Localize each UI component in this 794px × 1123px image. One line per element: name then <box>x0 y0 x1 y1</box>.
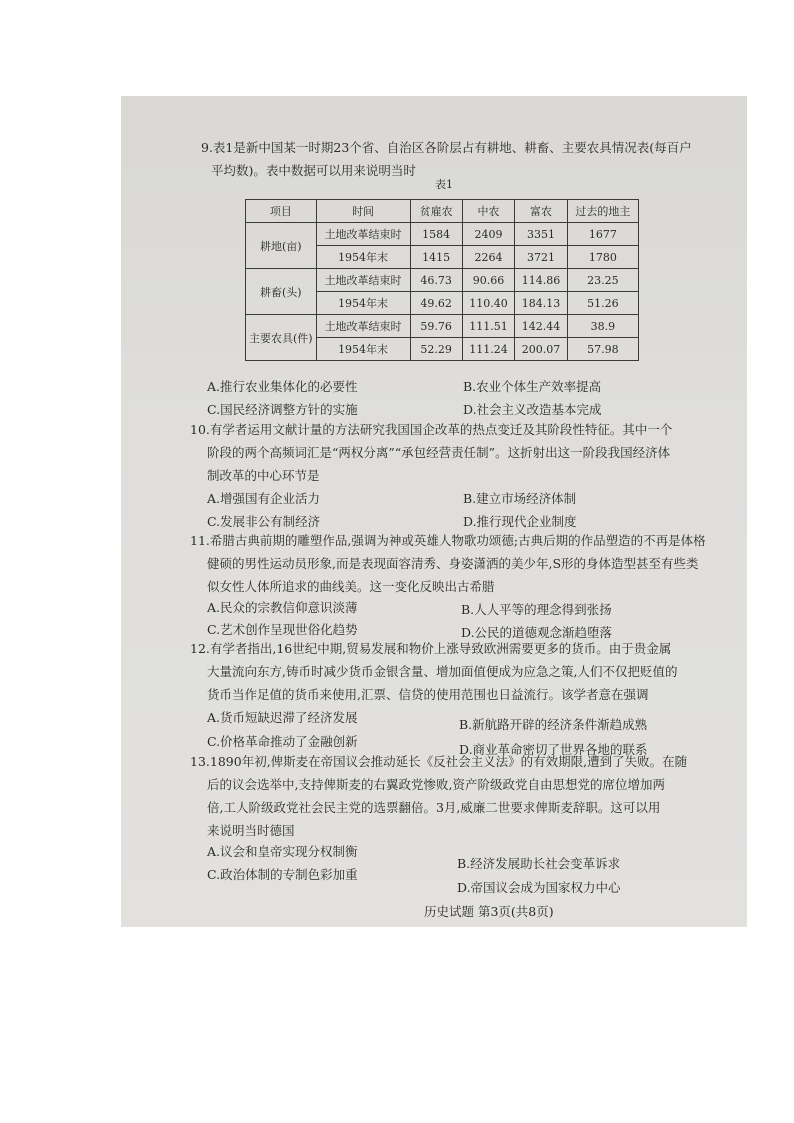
time-cell: 1954年末 <box>316 292 410 315</box>
question-line: 10.有学者运用文献计量的方法研究我国国企改革的热点变迁及其阶段性特征。其中一个 <box>190 422 673 437</box>
table-header-row <box>246 200 639 223</box>
value-cell: 1780 <box>567 246 638 269</box>
option-b: B.经济发展助长社会变革诉求 <box>457 856 621 871</box>
value-cell: 114.86 <box>515 269 568 292</box>
header-cell: 过去的地主 <box>567 200 638 223</box>
question-line: 后的议会选举中,支持俾斯麦的右翼政党惨败,资产阶级政党自由思想党的席位增加两 <box>207 777 665 792</box>
question-13-stem <box>190 750 687 842</box>
time-cell: 土地改革结束时 <box>316 315 410 338</box>
option-a: A.推行农业集体化的必要性 <box>207 379 358 394</box>
table-row <box>246 269 639 292</box>
data-table <box>245 199 639 361</box>
value-cell: 3721 <box>515 246 568 269</box>
time-cell: 土地改革结束时 <box>316 269 410 292</box>
value-cell: 38.9 <box>567 315 638 338</box>
option-d: D.商业革命密切了世界各地的联系 <box>459 742 648 757</box>
value-cell: 1415 <box>410 246 462 269</box>
option-a: A.议会和皇帝实现分权制衡 <box>207 844 358 859</box>
value-cell: 52.29 <box>410 338 462 361</box>
question-line: 12.有学者指出,16世纪中期,贸易发展和物价上涨导致欧洲需要更多的货币。由于贵金属 <box>190 641 672 656</box>
question-line: 倍,工人阶级政党社会民主党的选票翻倍。3月,威廉二世要求俾斯麦辞职。这可以用 <box>207 800 661 815</box>
time-cell: 土地改革结束时 <box>316 223 410 246</box>
option-a: A.增强国有企业活力 <box>207 491 321 506</box>
table-row <box>246 315 639 338</box>
question-line: 平均数)。表中数据可以用来说明当时 <box>211 163 416 178</box>
value-cell: 46.73 <box>410 269 462 292</box>
option-b: B.人人平等的理念得到张扬 <box>461 602 612 617</box>
header-cell: 富农 <box>515 200 568 223</box>
option-c: C.价格革命推动了金融创新 <box>207 734 358 749</box>
value-cell: 90.66 <box>462 269 515 292</box>
option-c: C.政治体制的专制色彩加重 <box>207 867 358 882</box>
option-b: B.农业个体生产效率提高 <box>463 379 602 394</box>
question-11-stem <box>190 529 706 598</box>
value-cell: 142.44 <box>515 315 568 338</box>
value-cell: 110.40 <box>462 292 515 315</box>
item-cell: 耕地(亩) <box>246 223 317 269</box>
question-line: 货币当作足值的货币来使用,汇票、信贷的使用范围也日益流行。该学者意在强调 <box>207 687 649 702</box>
question-line: 阶段的两个高频词汇是“两权分离”“承包经营责任制”。这折射出这一阶段我国经济体 <box>207 445 671 460</box>
time-cell: 1954年末 <box>316 338 410 361</box>
value-cell: 1584 <box>410 223 462 246</box>
option-d: D.推行现代企业制度 <box>463 514 577 529</box>
option-a: A.民众的宗教信仰意识淡薄 <box>207 600 358 615</box>
value-cell: 3351 <box>515 223 568 246</box>
value-cell: 57.98 <box>567 338 638 361</box>
value-cell: 111.51 <box>462 315 515 338</box>
question-12-stem <box>190 637 677 706</box>
scanned-page-photo <box>121 96 747 927</box>
value-cell: 51.26 <box>567 292 638 315</box>
value-cell: 184.13 <box>515 292 568 315</box>
question-line: 健硕的男性运动员形象,而是表现面容清秀、身姿潇洒的美少年,S形的身体造型甚至有些类 <box>207 556 699 571</box>
item-cell: 主要农具(件) <box>246 315 317 361</box>
header-cell: 贫雇农 <box>410 200 462 223</box>
value-cell: 23.25 <box>567 269 638 292</box>
item-cell: 耕畜(头) <box>246 269 317 315</box>
page-footer: 历史试题 第3页(共8页) <box>424 904 554 919</box>
question-line: 9.表1是新中国某一时期23个省、自治区各阶层占有耕地、耕畜、主要农具情况表(每百户 <box>201 140 692 155</box>
header-cell: 中农 <box>462 200 515 223</box>
value-cell: 2264 <box>462 246 515 269</box>
option-d: D.帝国议会成为国家权力中心 <box>457 880 621 895</box>
question-line: 11.希腊古典前期的雕塑作品,强调为神或英雄人物歌功颂德;古典后期的作品塑造的不再是体格 <box>190 533 706 548</box>
question-line: 似女性人体所追求的曲线美。这一变化反映出古希腊 <box>207 579 495 594</box>
question-line: 13.1890年初,俾斯麦在帝国议会推动延长《反社会主义法》的有效期限,遭到了失败。在随 <box>190 754 688 769</box>
header-cell: 时间 <box>316 200 410 223</box>
table-row <box>246 223 639 246</box>
value-cell: 59.76 <box>410 315 462 338</box>
question-10-stem <box>190 418 672 487</box>
value-cell: 1677 <box>567 223 638 246</box>
option-d: D.社会主义改造基本完成 <box>463 402 602 417</box>
table-caption: 表1 <box>435 178 453 191</box>
question-line: 来说明当时德国 <box>207 823 295 838</box>
option-d: D.公民的道德观念渐趋堕落 <box>461 625 613 640</box>
value-cell: 2409 <box>462 223 515 246</box>
value-cell: 200.07 <box>515 338 568 361</box>
option-a: A.货币短缺迟滞了经济发展 <box>207 710 358 725</box>
option-b: B.建立市场经济体制 <box>463 491 577 506</box>
option-b: B.新航路开辟的经济条件渐趋成熟 <box>459 717 648 732</box>
question-line: 制改革的中心环节是 <box>207 468 320 483</box>
time-cell: 1954年末 <box>316 246 410 269</box>
header-cell: 项目 <box>246 200 317 223</box>
option-c: C.发展非公有制经济 <box>207 514 321 529</box>
option-c: C.国民经济调整方针的实施 <box>207 402 358 417</box>
value-cell: 111.24 <box>462 338 515 361</box>
value-cell: 49.62 <box>410 292 462 315</box>
option-c: C.艺术创作呈现世俗化趋势 <box>207 622 358 637</box>
question-line: 大量流向东方,铸币时减少货币金银含量、增加面值便成为应急之策,人们不仅把贬值的 <box>207 664 678 679</box>
